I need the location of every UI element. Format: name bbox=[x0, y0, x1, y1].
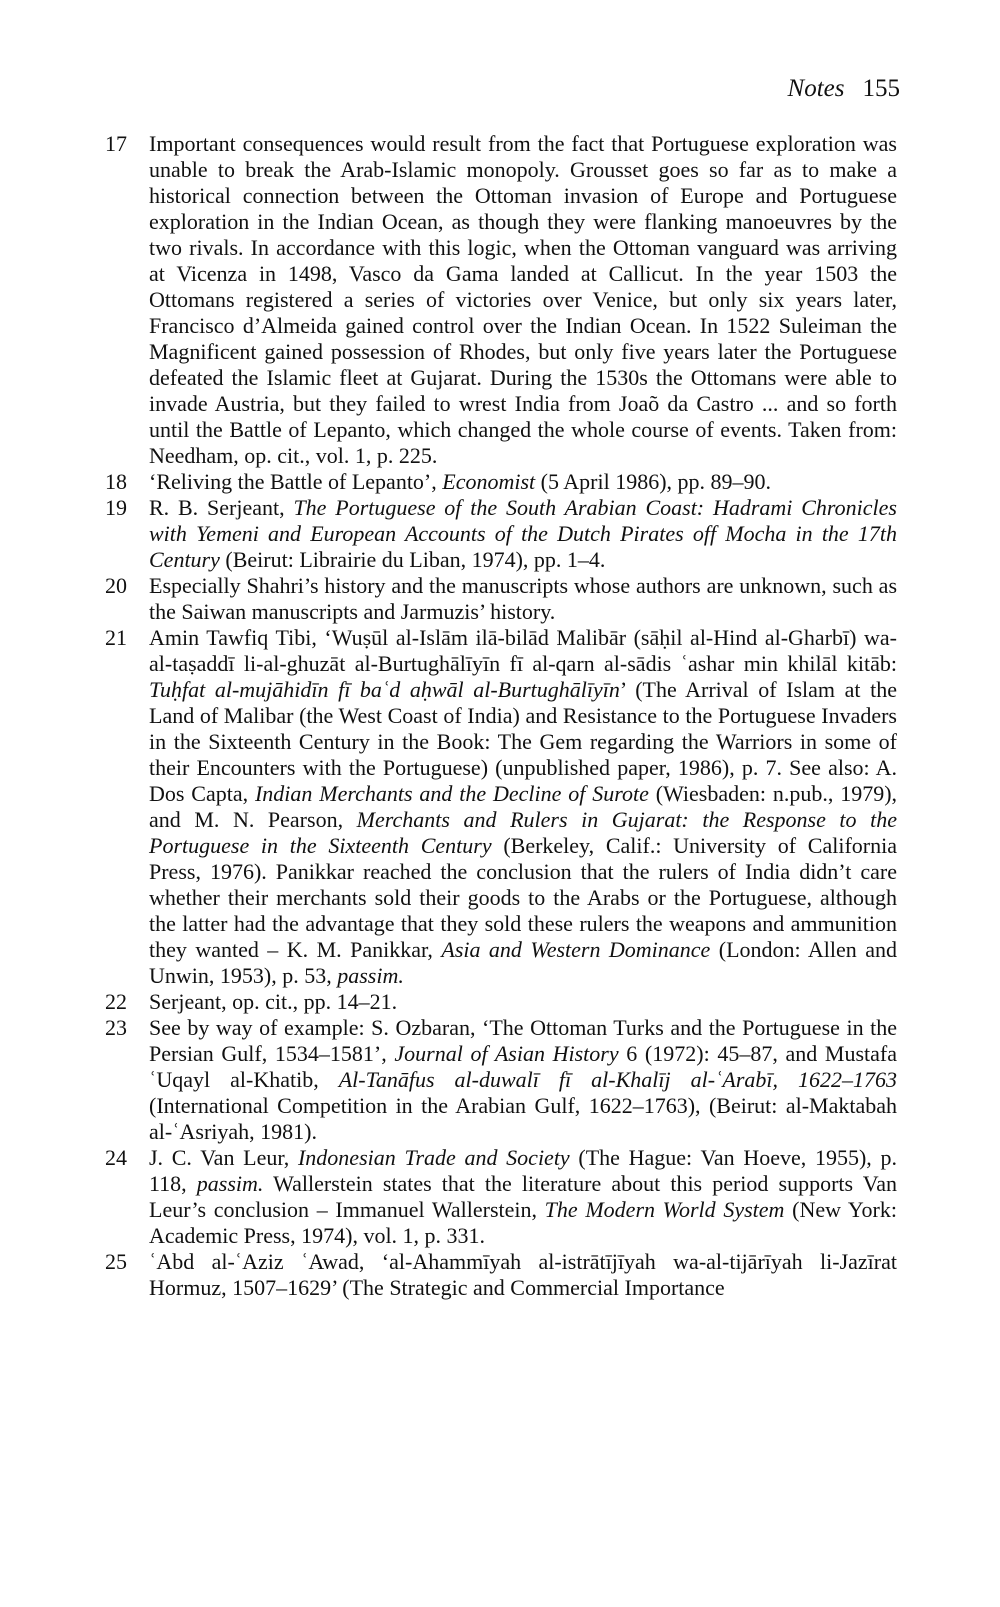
note-italic-segment: passim. bbox=[337, 963, 404, 988]
note-text bbox=[149, 469, 897, 495]
note-number: 21 bbox=[105, 625, 127, 650]
note-text-segment: (5 April 1986), pp. 89–90. bbox=[535, 469, 772, 494]
endnote bbox=[105, 1249, 897, 1301]
note-italic-segment: Tuḥfat al-mujāhidīn fī baʿd aḥwāl al-Burtughālīyīn bbox=[149, 677, 620, 702]
note-italic-segment: The Portuguese of the South Arabian Coast: Hadrami Chronicles with Yemeni and European Accounts of the Dutch Pirates off Mocha in the 17th Century bbox=[149, 495, 897, 572]
note-text bbox=[149, 625, 897, 989]
note-number: 18 bbox=[105, 469, 127, 494]
note-italic-segment: Journal of Asian History bbox=[394, 1041, 619, 1066]
endnote bbox=[105, 625, 897, 989]
note-italic-segment: Al-Tanāfus al-duwalī fī al-Khalīj al-ʿArabī, 1622–1763 bbox=[338, 1067, 898, 1092]
endnote bbox=[105, 469, 897, 495]
note-text-segment: (Berkeley, Calif.: University of California Press, 1976). Panikkar reached the conclusion that the rulers of India didn’t care whether their merchants sold their goods to the Arabs or the Portuguese, although the latter had the advantage that they sold these rulers the weapons and ammunition they wanted – K. M. Panikkar, bbox=[149, 833, 897, 962]
note-number: 17 bbox=[105, 131, 127, 156]
note-text-segment: R. B. Serjeant, bbox=[149, 495, 294, 520]
note-italic-segment: Indonesian Trade and Society bbox=[297, 1145, 570, 1170]
note-text-segment: Wallerstein states that the literature about this period supports Van Leur’s conclusion – Immanuel Wallerstein, bbox=[149, 1171, 897, 1222]
note-text-segment: (New York: Academic Press, 1974), vol. 1, p. 331. bbox=[149, 1197, 897, 1248]
note-number: 19 bbox=[105, 495, 127, 520]
note-text-segment: Especially Shahri’s history and the manuscripts whose authors are unknown, such as the Saiwan manuscripts and Jarmuzis’ history. bbox=[149, 573, 897, 624]
note-text-segment: ʿAbd al-ʿAziz ʿAwad, ‘al-Ahammīyah al-istrātījīyah wa-al-tijārīyah li-Jazīrat Hormuz, 1507–1629’ (The Strategic and Commercial Importance bbox=[149, 1249, 897, 1300]
section-title: Notes bbox=[787, 75, 845, 102]
endnote bbox=[105, 495, 897, 573]
note-text bbox=[149, 131, 897, 469]
endnote bbox=[105, 1145, 897, 1249]
note-text-segment: ‘Reliving the Battle of Lepanto’, bbox=[149, 469, 443, 494]
note-text-segment: 6 (1972): 45–87, and Mustafa ʿUqayl al-Khatib, bbox=[149, 1041, 898, 1092]
endnote bbox=[105, 1015, 897, 1145]
note-text bbox=[149, 1145, 897, 1249]
endnote bbox=[105, 989, 897, 1015]
note-number: 25 bbox=[105, 1249, 127, 1274]
note-text-segment: Amin Tawfiq Tibi, ‘Wuṣūl al-Islām ilā-bilād Malibār (sāḥil al-Hind al-Gharbī) wa-al-taṣaddī li-al-ghuzāt al-Burtughālīyīn fī al-qarn al-sādis ʿashar min khilāl kitāb: bbox=[149, 625, 897, 676]
note-italic-segment: Asia and Western Dominance bbox=[441, 937, 711, 962]
note-italic-segment: passim. bbox=[196, 1171, 264, 1196]
note-text-segment: (Beirut: Librairie du Liban, 1974), pp. 1–4. bbox=[219, 547, 606, 572]
note-text-segment: Serjeant, op. cit., pp. 14–21. bbox=[149, 989, 398, 1014]
note-text bbox=[149, 495, 897, 573]
note-number: 23 bbox=[105, 1015, 127, 1040]
note-text-segment: Important consequences would result from the fact that Portuguese exploration was unable to break the Arab-Islamic monopoly. Grousset goes so far as to make a historical connection between the Ottoman invasion of Europe and Portuguese exploration in the Indian Ocean, as though they were flanking manoeuvres by the two rivals. In accordance with this logic, when the Ottoman vanguard was arriving at Vicenza in 1498, Vasco da Gama landed at Callicut. In the year 1503 the Ottomans registered a series of victories over Venice, but only six years later, Francisco d’Almeida gained control over the Indian Ocean. In 1522 Suleiman the Magnificent gained possession of Rhodes, but only five years later the Portuguese defeated the Islamic fleet at Gujarat. During the 1530s the Ottomans were able to invade Austria, but they failed to wrest India from Joaõ da Castro ... and so forth until the Battle of Lepanto, which changed the whole course of events. Taken from: Needham, op. cit., vol. 1, p. 225. bbox=[149, 131, 897, 468]
note-text-segment: (Wiesbaden: n.pub., 1979), and M. N. Pearson, bbox=[149, 781, 898, 832]
note-number: 22 bbox=[105, 989, 127, 1014]
endnote bbox=[105, 573, 897, 625]
note-text-segment: (The Hague: Van Hoeve, 1955), p. 118, bbox=[149, 1145, 897, 1196]
endnote bbox=[105, 131, 897, 469]
note-text-segment: J. C. Van Leur, bbox=[149, 1145, 298, 1170]
note-italic-segment: Indian Merchants and the Decline of Surote bbox=[254, 781, 649, 806]
note-italic-segment: The Modern World System bbox=[544, 1197, 785, 1222]
note-text bbox=[149, 1015, 897, 1145]
note-text bbox=[149, 1249, 897, 1301]
note-text-segment: See by way of example: S. Ozbaran, ‘The Ottoman Turks and the Portuguese in the Persian Gulf, 1534–1581’, bbox=[149, 1015, 897, 1066]
note-text-segment: (International Competition in the Arabian Gulf, 1622–1763), (Beirut: al-Maktabah al-ʿAsriyah, 1981). bbox=[149, 1093, 897, 1144]
note-text-segment: (London: Allen and Unwin, 1953), p. 53, bbox=[149, 937, 897, 988]
running-header bbox=[788, 74, 900, 104]
note-italic-segment: Merchants and Rulers in Gujarat: the Response to the Portuguese in the Sixteenth Century bbox=[149, 807, 897, 858]
note-number: 20 bbox=[105, 573, 127, 598]
page-number: 155 bbox=[862, 75, 900, 102]
note-text bbox=[149, 989, 897, 1015]
note-text-segment: ’ (The Arrival of Islam at the Land of Malibar (the West Coast of India) and Resistance to the Portuguese Invaders in the Sixteenth Century in the Book: The Gem regarding the Warriors in some of their Encounters with the Portuguese) (unpublished paper, 1986), p. 7. See also: A. Dos Capta, bbox=[149, 677, 897, 806]
note-text bbox=[149, 573, 897, 625]
note-italic-segment: Economist bbox=[442, 469, 536, 494]
note-number: 24 bbox=[105, 1145, 127, 1170]
endnotes-list bbox=[105, 131, 897, 1301]
